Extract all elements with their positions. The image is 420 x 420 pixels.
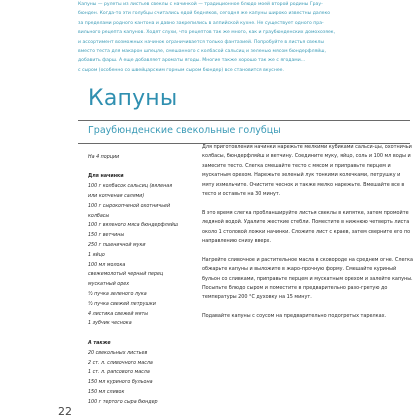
ingredient-item: 2 ст. л. сливочного масла <box>88 360 153 366</box>
servings: На 4 порции <box>88 154 120 160</box>
ingredient-item: 100 г сырокопченой охотничьей <box>88 203 171 209</box>
ingredient-item: 100 мл молока <box>88 262 126 268</box>
ingredient-item: 150 мл сливок <box>88 389 125 395</box>
ingredients-column <box>88 143 193 408</box>
intro-line: вместо теста для макарон шпецле, смешанного с колбасой сальсиц и зеленью мясом бюндерфляйш, <box>78 49 326 55</box>
ingredient-item: ½ пучка свежей петрушки <box>88 301 156 307</box>
intro-line: за пределами родного кантона и давно закрепились в алпийской кухне. Не существует одного пра- <box>78 20 324 26</box>
intro-line: бюнден. Когда-то эти голубцы считались едой бедняков, сегодня же капуны широко известны далеко <box>78 11 331 17</box>
method-paragraph: Подавайте капуны с соусом на предварительно подогретых тарелках. <box>202 313 387 320</box>
intro-line: и ассортимент возможных начинок ограничивается только фантазией. Попробуйте в листья свеклы <box>78 39 324 45</box>
intro-line: добавить фарш. А еще добавляет ароматы ягоды. Многие также хорошо так же с ягодами... <box>78 58 306 64</box>
intro-line: Капуны — рулеты из листьев свеклы с начинкой — традиционное блюдо моей второй родины Грау- <box>78 2 323 7</box>
ingredient-item: мускатный орех <box>88 282 130 288</box>
title-divider <box>78 120 410 121</box>
ingredient-item: ½ пучка зеленого лука <box>88 291 147 297</box>
ingredient-item: 1 яйцо <box>88 252 105 258</box>
ingredient-item: 100 г колбасок сальсиц (вяленая <box>88 184 173 190</box>
intro-text <box>78 0 410 75</box>
ingredient-item: свежемолотый черный перец <box>88 272 164 278</box>
ingredient-item: колбасы <box>88 213 110 219</box>
filling-heading: Для начинки <box>88 174 124 180</box>
intro-line: вильного рецепта капунов. Ходят слухи, что рецептов так же много, как и граубюнденских домохозяек, <box>78 30 336 36</box>
ingredient-item: 4 листика свежей мяты <box>88 311 149 317</box>
ingredient-item: 20 свекольных листьев <box>88 350 148 356</box>
method-paragraph: Для приготовления начинки нарежьте мелкими кубиками сальси-цы, охотничьи колбасы, бюндерфляйш и ветчину. Соедините муку, яйцо, соль и 100 мл воды и замесите тесто. Слегка смешайте тесто с мясом и приправьте перцем и мускатным орехом. Нарежьте зеленый лук тонкими колечками, петрушку и мяту измельчите. Очистите чеснок и также мелко нарежьте. Вмешайте все в тесто и оставьте на 30 минут. <box>202 144 412 198</box>
intro-line: с сыром (особенно со швейцарским горным сыром бюндер) все становится вкуснее. <box>78 67 284 73</box>
intro-section <box>0 0 420 85</box>
recipe-subtitle: Граубюнденские свекольные голубцы <box>88 125 281 136</box>
ingredient-item: 250 г пшеничной муки <box>88 242 146 248</box>
recipe-title: Капуны <box>88 86 178 111</box>
ingredient-item: 100 г вяленого мяса бюндерфляйш <box>88 223 179 229</box>
ingredient-item: 100 г тертого сыра бюндер <box>88 399 158 405</box>
ingredient-item: 1 ст. л. рапсового масла <box>88 370 150 376</box>
ingredient-item: 150 г ветчины <box>88 233 125 239</box>
method-paragraph: Нагрейте сливочное и растительное масла в сковороде на среднем огне. Слегка обжарьте капуны и выложите в жаро-прочную форму. Смешайте куриный бульон со сливками, приправьте перцем и мускатным орехом и залейте капуны. Посыпьте блюдо сыром и поместите в предварительно разо-гретую до температуры 200 °С духовку на 15 минут. <box>202 256 413 301</box>
also-heading: А также <box>88 340 111 346</box>
ingredient-item: 150 мл куриного бульона <box>88 380 153 386</box>
page-number: 22 <box>58 405 72 418</box>
method-paragraph: В это время слегка пробланшируйте листья свеклы в кипятке, затем промойте ледяной водой. Удалите жесткие стебли. Поместите в нижнюю четверть листа около 1 столовой ложки начинки. Сложите лист с краев, затем сверните его по направлению снизу вверх. <box>202 209 411 245</box>
method-column <box>202 143 414 331</box>
ingredient-item: или копченая салями) <box>88 193 145 199</box>
ingredient-item: 1 зубчик чеснока <box>88 321 132 327</box>
